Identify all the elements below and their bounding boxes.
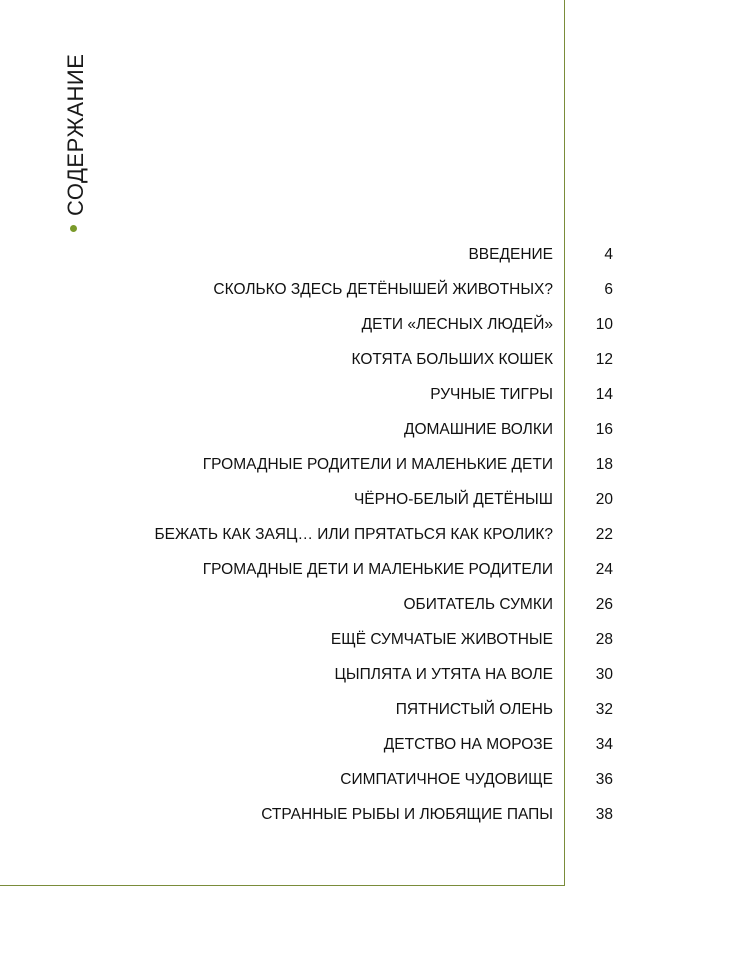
toc-entry-title: ОБИТАТЕЛЬ СУМКИ xyxy=(403,596,553,613)
toc-entry-title: ГРОМАДНЫЕ ДЕТИ И МАЛЕНЬКИЕ РОДИТЕЛИ xyxy=(202,561,553,578)
toc-entry[interactable] xyxy=(0,663,733,698)
toc-entry-page: 18 xyxy=(595,456,613,473)
toc-entry[interactable] xyxy=(0,383,733,418)
toc-entry-title: ЕЩЁ СУМЧАТЫЕ ЖИВОТНЫЕ xyxy=(330,631,553,648)
toc-entry-page: 34 xyxy=(595,736,613,753)
toc-entry-title: ГРОМАДНЫЕ РОДИТЕЛИ И МАЛЕНЬКИЕ ДЕТИ xyxy=(202,456,553,473)
toc-entry-page: 16 xyxy=(595,421,613,438)
toc-entry-title: РУЧНЫЕ ТИГРЫ xyxy=(430,386,553,403)
toc-entry-title: БЕЖАТЬ КАК ЗАЯЦ… ИЛИ ПРЯТАТЬСЯ КАК КРОЛИК? xyxy=(154,526,553,543)
toc-entry-page: 10 xyxy=(595,316,613,333)
toc-entry[interactable] xyxy=(0,453,733,488)
toc-entry[interactable] xyxy=(0,698,733,733)
toc-entry-page: 6 xyxy=(604,281,613,298)
toc-entry-page: 24 xyxy=(595,561,613,578)
toc-entry-title: ДЕТИ «ЛЕСНЫХ ЛЮДЕЙ» xyxy=(361,316,553,333)
toc-entry-page: 4 xyxy=(604,246,613,263)
toc-entry[interactable] xyxy=(0,488,733,523)
toc-entry-title: ВВЕДЕНИЕ xyxy=(468,246,553,263)
toc-entry[interactable] xyxy=(0,803,733,838)
toc-entry-title: ДЕТСТВО НА МОРОЗЕ xyxy=(383,736,553,753)
toc-entry-page: 22 xyxy=(595,526,613,543)
toc-entry-page: 12 xyxy=(595,351,613,368)
toc-entry-page: 14 xyxy=(595,386,613,403)
toc-entry-page: 38 xyxy=(595,806,613,823)
table-of-contents xyxy=(0,243,733,838)
toc-entry-page: 20 xyxy=(595,491,613,508)
toc-entry-title: СКОЛЬКО ЗДЕСЬ ДЕТЁНЫШЕЙ ЖИВОТНЫХ? xyxy=(213,281,553,298)
toc-entry-title: ЦЫПЛЯТА И УТЯТА НА ВОЛЕ xyxy=(334,666,553,683)
toc-entry[interactable] xyxy=(0,243,733,278)
toc-entry[interactable] xyxy=(0,768,733,803)
toc-entry[interactable] xyxy=(0,523,733,558)
toc-entry[interactable] xyxy=(0,418,733,453)
toc-entry[interactable] xyxy=(0,348,733,383)
toc-entry-title: КОТЯТА БОЛЬШИХ КОШЕК xyxy=(351,351,553,368)
toc-entry-page: 30 xyxy=(595,666,613,683)
toc-entry-title: ПЯТНИСТЫЙ ОЛЕНЬ xyxy=(395,701,553,718)
toc-entry[interactable] xyxy=(0,558,733,593)
toc-entry-title: СТРАННЫЕ РЫБЫ И ЛЮБЯЩИЕ ПАПЫ xyxy=(261,806,553,823)
toc-entry-page: 26 xyxy=(595,596,613,613)
toc-entry[interactable] xyxy=(0,278,733,313)
page-title: СОДЕРЖАНИЕ xyxy=(63,53,88,216)
toc-entry-title: СИМПАТИЧНОЕ ЧУДОВИЩЕ xyxy=(340,771,553,788)
toc-entry-title: ДОМАШНИЕ ВОЛКИ xyxy=(403,421,553,438)
toc-entry[interactable] xyxy=(0,593,733,628)
toc-entry[interactable] xyxy=(0,628,733,663)
toc-entry[interactable] xyxy=(0,313,733,348)
contents-heading-block xyxy=(45,53,105,240)
toc-entry-page: 36 xyxy=(595,771,613,788)
toc-entry-page: 32 xyxy=(595,701,613,718)
toc-entry[interactable] xyxy=(0,733,733,768)
accent-dot-icon xyxy=(70,225,77,232)
toc-entry-page: 28 xyxy=(595,631,613,648)
toc-entry-title: ЧЁРНО-БЕЛЫЙ ДЕТЁНЫШ xyxy=(353,491,553,508)
